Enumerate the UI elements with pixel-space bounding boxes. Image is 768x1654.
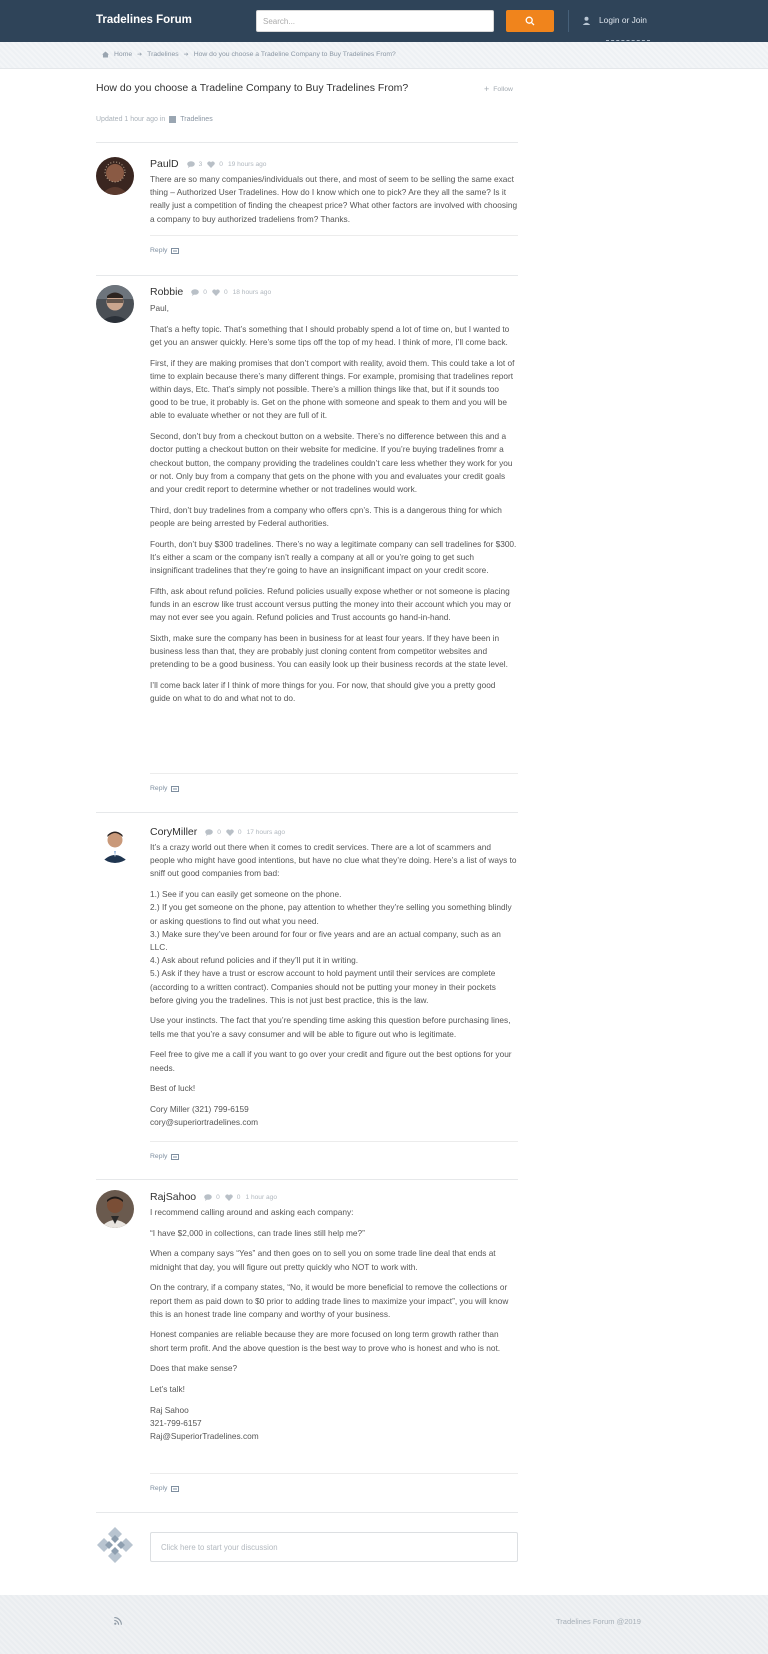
- reply-count: [187, 161, 203, 168]
- post-paragraph: Fifth, ask about refund policies. Refund policies usually expose whether or not someone is placing funds in an escrow like trust account versus putting the money into their account which you may or may not ever see you again. Refund policies and Trust accounts go hand-in-hand.: [150, 585, 512, 623]
- like-count-value: 0: [223, 288, 228, 296]
- post-paragraph: Fourth, don’t buy $300 tradelines. There’s no way a legitimate company can sell tradelines for $300. It’s either a scam or the company isn’t really a company at all or you’re going to get such insignificant tradelines that they’re going to have an insignificant impact on your credit score.: [150, 538, 517, 575]
- post-divider: [96, 1512, 518, 1513]
- reply-label: Reply: [150, 1153, 168, 1160]
- post-paragraph: Use your instincts. The fact that you’re spending time asking this question before purchasing lines, tells me that you’re a savy consumer and will be able to figure out who is legitimate.: [150, 1015, 511, 1039]
- reply-label: Reply: [150, 785, 168, 792]
- category-color-icon: [169, 116, 176, 123]
- login-label: Login or Join: [599, 15, 647, 25]
- like-count-value: 0: [237, 828, 242, 836]
- list-item: 4.) Ask about refund policies and if they’ll put it in writing.: [150, 955, 358, 966]
- breadcrumb-bar: [0, 42, 768, 69]
- comment-icon: [205, 829, 213, 836]
- arrow-right-icon: ➔: [137, 52, 143, 58]
- post-paragraph: “I have $2,000 in collections, can trade lines still help me?”: [150, 1227, 365, 1238]
- reply-label: Reply: [150, 247, 168, 254]
- post-item: [96, 825, 518, 1170]
- page-footer: [0, 1595, 768, 1654]
- updated-text: Updated 1 hour ago in: [96, 116, 166, 123]
- login-link[interactable]: [582, 15, 647, 25]
- reply-count-value: 0: [203, 288, 207, 296]
- post-divider: [96, 812, 518, 813]
- post-paragraph: Let’s talk!: [150, 1384, 185, 1395]
- reply-count-value: 0: [216, 1193, 220, 1201]
- heart-icon: [207, 161, 215, 168]
- reply-count: [191, 289, 207, 296]
- search-icon: [525, 16, 535, 26]
- guest-avatar: [96, 1526, 134, 1564]
- follow-button[interactable]: [484, 84, 513, 94]
- post-paragraph: Second, don’t buy from a checkout button on a website. There’s no difference between this and a doctor putting a checkout button on their website for medicine. If you’re buying tradelines fromr a checkout button, the company providing the tradelines couldn’t care less whether they work for you or not. Only buy from a company that gets on the phone with you and evaluates your credit goals and your credit report to determine whether or not tradelines would work.: [150, 431, 513, 494]
- post-time: 19 hours ago: [227, 160, 267, 168]
- post-paragraph: Does that make sense?: [150, 1363, 238, 1374]
- reply-divider: [150, 1473, 518, 1474]
- start-discussion-input[interactable]: [150, 1532, 518, 1562]
- avatar[interactable]: [96, 1190, 134, 1228]
- post-author[interactable]: CoryMiller: [150, 826, 198, 838]
- header-divider: [568, 10, 569, 32]
- post-time: 17 hours ago: [246, 828, 286, 836]
- post-item: [96, 285, 518, 805]
- comment-icon: [204, 1194, 212, 1201]
- user-icon: [582, 16, 591, 25]
- reply-icon: [171, 786, 179, 792]
- heart-icon: [212, 289, 220, 296]
- reply-divider: [150, 235, 518, 236]
- reply-count: [204, 1194, 220, 1201]
- rss-icon: [114, 1617, 122, 1625]
- list-item: 1.) See if you can easily get someone on the phone.: [150, 889, 342, 900]
- post-paragraph: Cory Miller (321) 799-6159: [150, 1103, 249, 1114]
- email-link[interactable]: cory@superiortradelines.com: [150, 1117, 259, 1128]
- follow-label: Follow: [493, 85, 513, 93]
- post-paragraph: That’s a hefty topic. That’s something that I should probably spend a lot of time on, but I wanted to get you an answer quickly. Here’s some tips off the top of my head. I think of more, I’ll come back.: [150, 323, 510, 347]
- breadcrumb-home[interactable]: Home: [114, 51, 133, 58]
- post-divider: [96, 275, 518, 276]
- topic-meta: [96, 116, 213, 123]
- reply-button[interactable]: [150, 1485, 179, 1492]
- avatar[interactable]: [96, 285, 134, 323]
- breadcrumb: [102, 51, 396, 58]
- post-paragraph: Honest companies are reliable because they are more focused on long term growth rather than short term profit. And the above question is the best way to prove who is honest and who is not.: [150, 1329, 501, 1353]
- post-paragraph: It’s a crazy world out there when it comes to credit services. There are a lot of scammers and people who might have good intentions, but have no clue what they’re doing. Here’s a list of ways to sniff out good companies from bad:: [150, 842, 517, 879]
- email-link[interactable]: Raj@SuperiorTradelines.com: [150, 1431, 259, 1442]
- post-paragraph: Best of luck!: [150, 1083, 196, 1094]
- post-item: [96, 157, 518, 275]
- title-divider: [96, 142, 518, 143]
- reply-count-value: 0: [217, 828, 221, 836]
- top-navbar: [0, 0, 768, 42]
- post-item: [96, 1190, 518, 1500]
- like-count[interactable]: [226, 829, 242, 836]
- reply-label: Reply: [150, 1485, 168, 1492]
- breadcrumb-current: How do you choose a Tradeline Company to Buy Tradelines From?: [193, 51, 396, 58]
- reply-divider: [150, 1141, 518, 1142]
- category-link[interactable]: Tradelines: [180, 116, 213, 123]
- like-count-value: 0: [236, 1193, 241, 1201]
- home-icon: [102, 51, 109, 58]
- like-count[interactable]: [212, 289, 228, 296]
- post-paragraph: Raj Sahoo: [150, 1404, 189, 1415]
- list-item: 2.) If you get someone on the phone, pay attention to whether they’re selling you something blindly or asking questions to find out what you need.: [150, 902, 512, 926]
- reply-button[interactable]: [150, 247, 179, 254]
- post-divider: [96, 1179, 518, 1180]
- post-author[interactable]: PaulD: [150, 158, 179, 170]
- heart-icon: [225, 1194, 233, 1201]
- reply-icon: [171, 1486, 179, 1492]
- comment-icon: [187, 161, 195, 168]
- post-paragraph: When a company says “Yes” and then goes on to sell you on some trade line deal that ends at midnight that day, you will figure out pretty quickly who NOT to work with.: [150, 1248, 496, 1272]
- avatar[interactable]: [96, 157, 134, 195]
- avatar[interactable]: [96, 825, 134, 863]
- post-paragraph: There are so many companies/individuals out there, and most of seem to be selling the same exact thing – Authorized User Tradelines. How do I know which one to pick? Are they all the same? Is it really just a competition of finding the cheapest price? What other factors are involved with choosing a company to buy authorized tradeliens from? Thanks.: [150, 174, 518, 224]
- reply-button[interactable]: [150, 785, 179, 792]
- post-author[interactable]: Robbie: [150, 286, 184, 298]
- reply-divider: [150, 773, 518, 774]
- breadcrumb-tradelines[interactable]: Tradelines: [147, 51, 179, 58]
- page-title: How do you choose a Tradeline Company to Buy Tradelines From?: [96, 82, 409, 94]
- reply-count: [205, 829, 221, 836]
- reply-icon: [171, 1154, 179, 1160]
- like-count-value: 0: [219, 160, 223, 168]
- heart-icon: [226, 829, 234, 836]
- post-paragraph: Third, don’t buy tradelines from a company who offers cpn’s. This is a dangerous thing for which people are being arrested by Federal authorities.: [150, 504, 502, 528]
- post-paragraph: I recommend calling around and asking each company:: [150, 1207, 354, 1217]
- copyright: Tradelines Forum @2019: [556, 1617, 641, 1626]
- search-button[interactable]: [506, 10, 554, 32]
- post-paragraph: Feel free to give me a call if you want to go over your credit and figure out the best options for your needs.: [150, 1049, 512, 1073]
- post-time: 18 hours ago: [232, 288, 272, 296]
- post-paragraph: First, if they are making promises that don’t comport with reality, avoid them. This could take a lot of time to explain because there’s many different things. For example, promising that tradelines report within days, Etc. That’s simply not possible. There’s a million things like that, but if it sounds too good to be true, it probably is. Get on the phone with someone and speak to them and you will be able to evaluate whether or not they are full of it.: [150, 357, 515, 421]
- comment-icon: [191, 289, 199, 296]
- search-input[interactable]: [256, 10, 494, 32]
- post-paragraph: On the contrary, if a company states, “No, it would be more beneficial to remove the collections or report them as paid down to $0 prior to adding trade lines to maximize your impact”, you will know this is an honest trade line company and worthy of your business.: [150, 1282, 509, 1319]
- rss-link[interactable]: [114, 1617, 122, 1627]
- post-paragraph: Paul,: [150, 303, 169, 313]
- list-item: 3.) Make sure they’ve been around for four or five years and are an actual company, such as an LLC.: [150, 928, 501, 952]
- post-paragraph: I’ll come back later if I think of more things for you. For now, that should give you a pretty good guide on what to do and what not to do.: [150, 679, 496, 704]
- reply-count-value: 3: [198, 160, 203, 168]
- post-author[interactable]: RajSahoo: [150, 1191, 197, 1203]
- reply-icon: [171, 248, 179, 254]
- list-item: 5.) Ask if they have a trust or escrow account to hold payment until their services are complete (according to a written contract). Companies should not be putting your money in their pockets before giving you the tradelines. This is not just best practice, this is the law.: [150, 968, 496, 1005]
- post-paragraph: 321-799-6157: [150, 1417, 202, 1428]
- plus-icon: +: [484, 84, 490, 94]
- reply-button[interactable]: [150, 1153, 179, 1160]
- site-brand[interactable]: Tradelines Forum: [96, 14, 192, 26]
- post-time: 1 hour ago: [245, 1193, 277, 1201]
- like-count[interactable]: [225, 1194, 241, 1201]
- arrow-right-icon: ➔: [183, 52, 189, 58]
- post-paragraph: Sixth, make sure the company has been in business for at least four years. If they have been in business less than that, they are probably just cloning content from competitor websites and pretending to be a good business. You can easily look up their business records at the state level.: [150, 632, 508, 670]
- like-count[interactable]: [207, 161, 223, 168]
